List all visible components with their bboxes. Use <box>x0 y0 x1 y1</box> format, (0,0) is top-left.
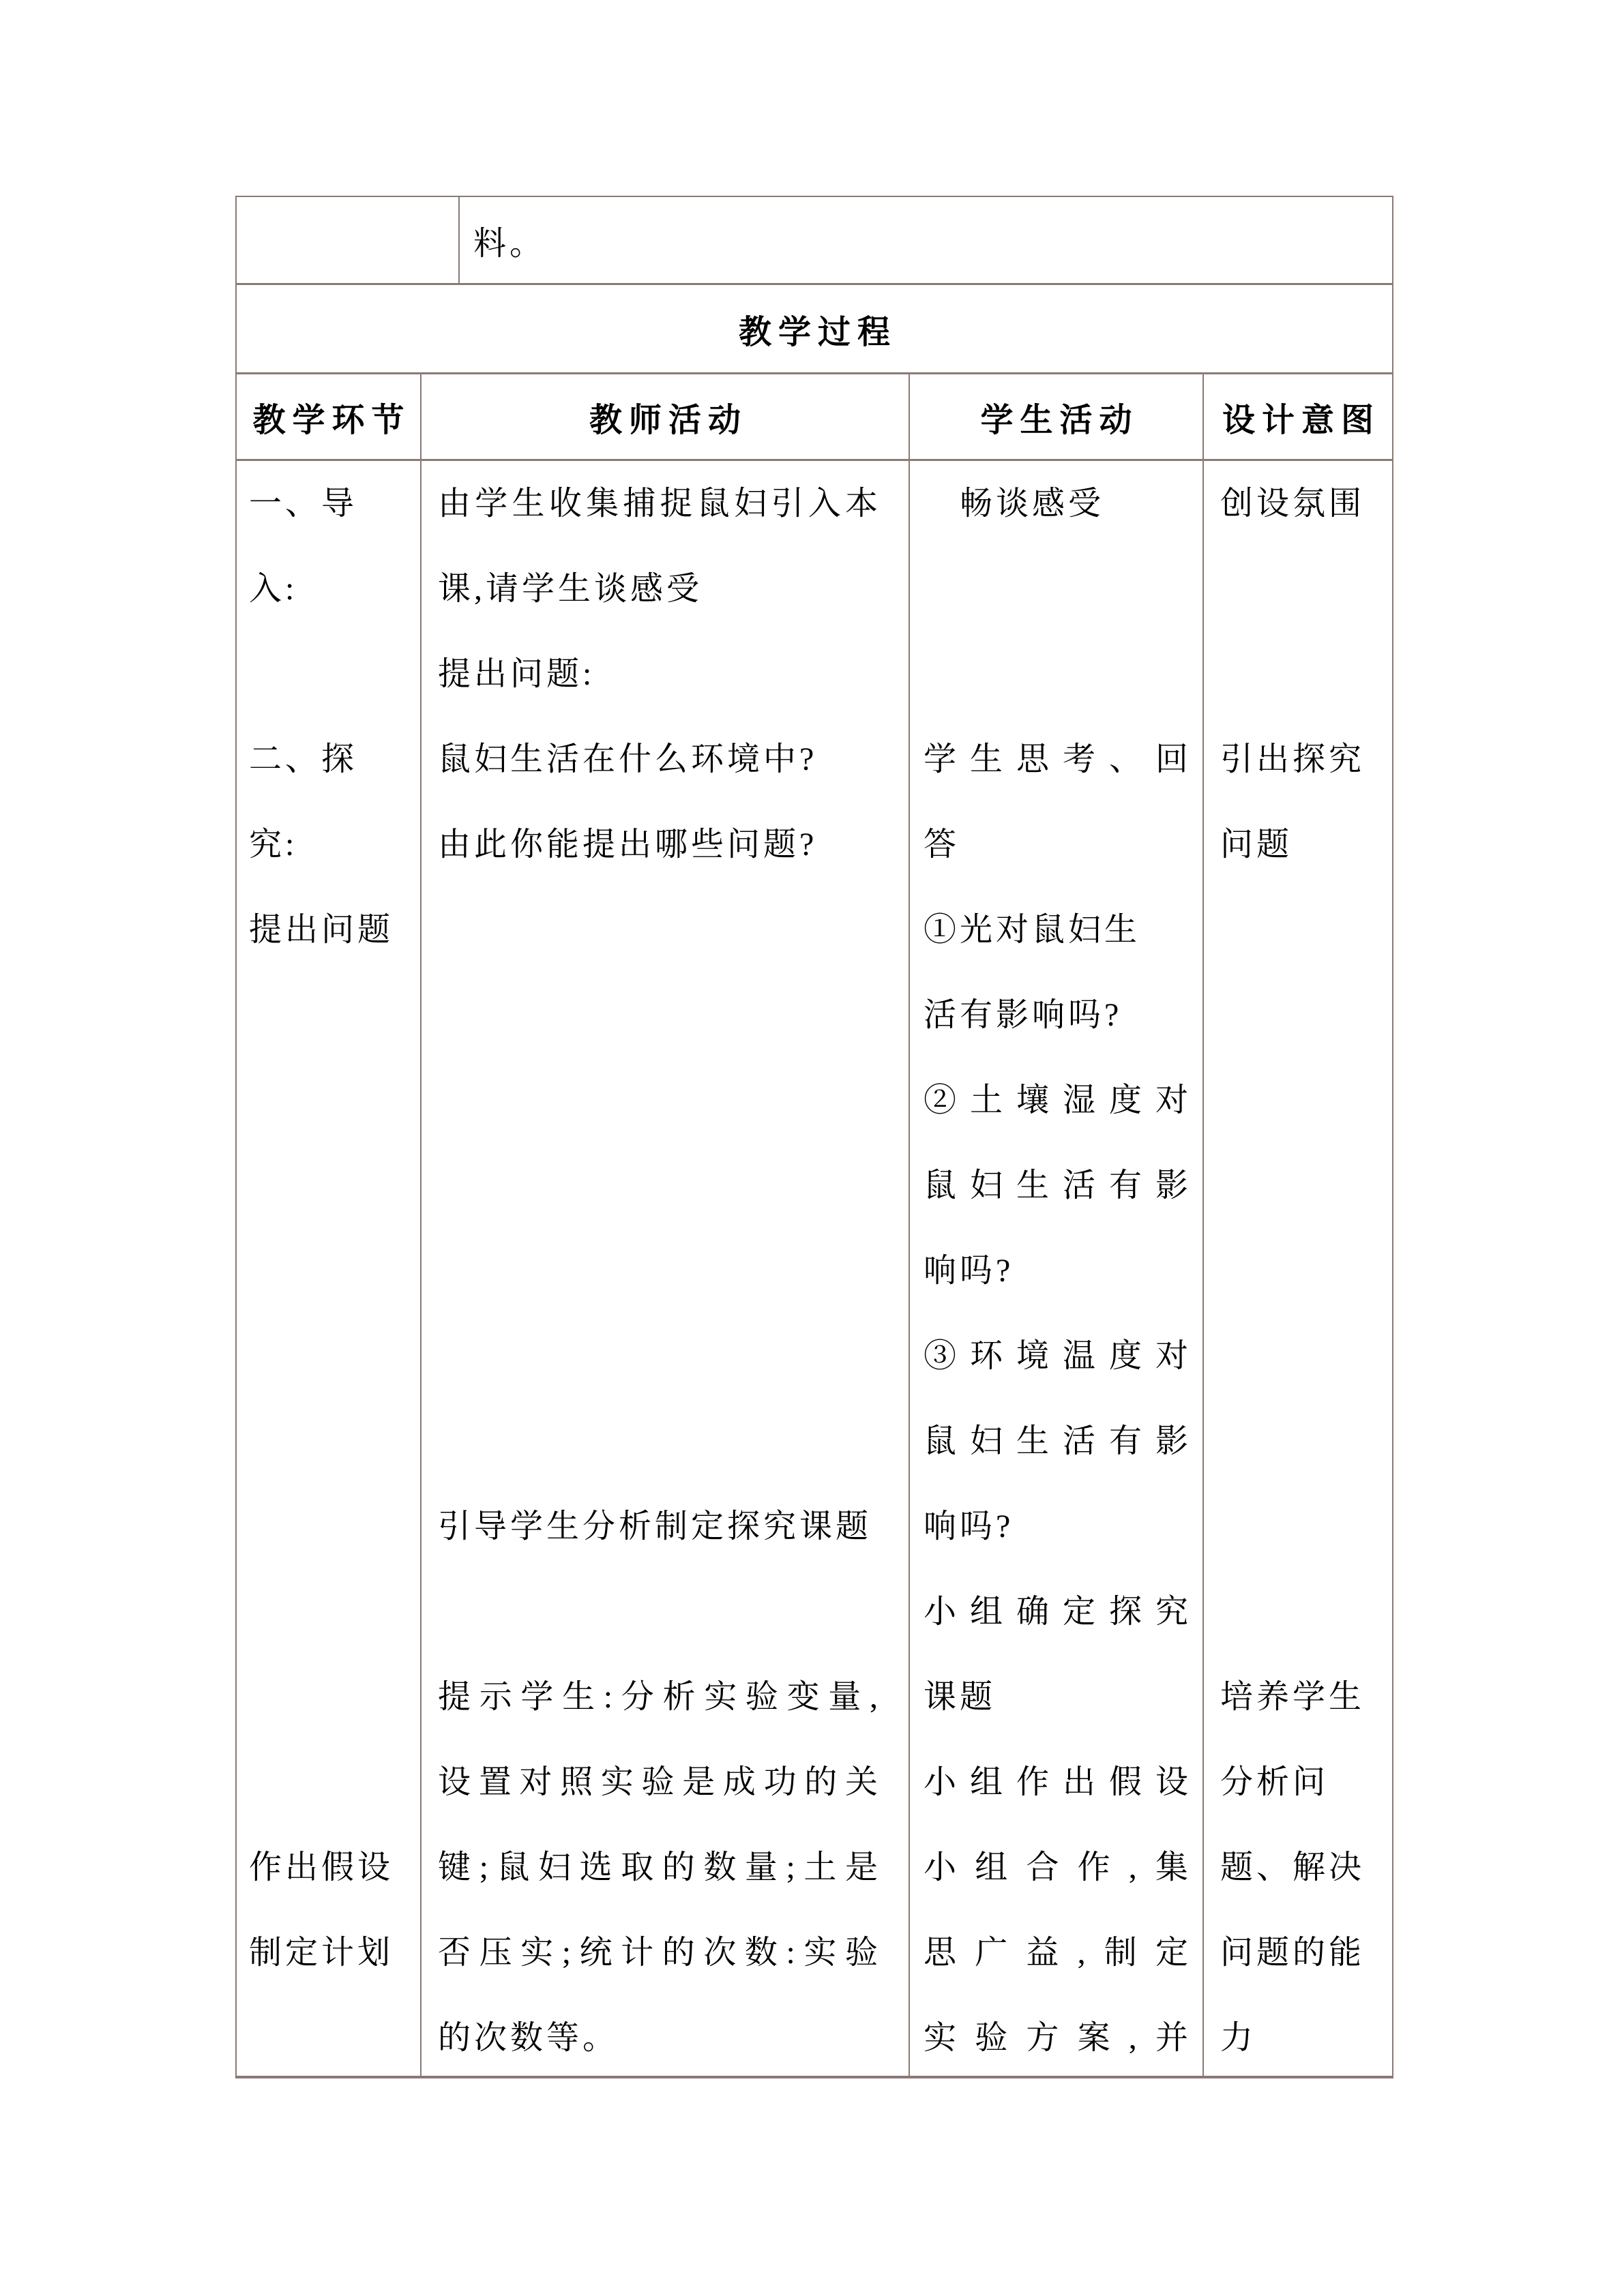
text-line <box>237 1484 420 1569</box>
text-line: 答 <box>924 826 960 863</box>
text-line: 键;鼠妇选取的数量;土是 <box>438 1849 881 1885</box>
text-line <box>1204 887 1392 972</box>
text-line <box>422 1058 909 1143</box>
text-line <box>1204 631 1392 717</box>
text-line <box>1204 1569 1392 1654</box>
text-line <box>237 1740 420 1825</box>
teaching-process-table <box>235 196 1393 2078</box>
text-line <box>237 1995 420 2076</box>
text-line: 响吗? <box>924 1253 1014 1289</box>
text-line: 课,请学生谈感受 <box>438 571 703 607</box>
text-line <box>422 1569 909 1654</box>
text-line <box>237 972 420 1058</box>
text-line: 力 <box>1220 2020 1257 2056</box>
text-line: ②土壤湿度对 <box>924 1082 1192 1118</box>
text-line: ③环境温度对 <box>924 1338 1192 1374</box>
text-line <box>1204 1228 1392 1313</box>
text-line <box>237 1228 420 1313</box>
text-line <box>237 1313 420 1399</box>
text-line: 提出问题: <box>438 656 595 692</box>
text-line: 活有影响吗? <box>924 997 1123 1033</box>
text-line <box>1204 1484 1392 1569</box>
text-line <box>237 1654 420 1740</box>
text-line: 思广益,制定 <box>924 1935 1192 1971</box>
text-line <box>1204 546 1392 631</box>
body-cell-teacher-activity <box>422 461 910 2076</box>
text-line <box>422 1228 909 1313</box>
header-cell-design-intent: 设计意图 <box>1222 402 1381 438</box>
section-title: 教学过程 <box>738 314 897 351</box>
text-line: 畅谈感受 <box>924 486 1105 522</box>
text-line: 入: <box>249 571 298 607</box>
text-line <box>1204 972 1392 1058</box>
header-cell-teacher-activity: 教师活动 <box>422 374 910 459</box>
text-line: 作出假设 <box>249 1849 394 1885</box>
text-line: 引导学生分析制定探究课题 <box>438 1508 872 1545</box>
text-line <box>422 972 909 1058</box>
text-line: 课题 <box>924 1679 996 1715</box>
text-line: 设置对照实验是成功的关 <box>438 1764 881 1800</box>
text-line: 制定计划 <box>249 1935 394 1971</box>
body-cell-teaching-stage <box>237 461 422 2076</box>
text-line <box>910 546 1202 631</box>
text-line <box>422 1143 909 1228</box>
text-line: 鼠妇生活在什么环境中? <box>438 741 818 777</box>
text-line <box>422 1313 909 1399</box>
text-line: 小组合作,集 <box>924 1849 1192 1885</box>
text-line <box>1204 1313 1392 1399</box>
text-line: 提示学生:分析实验变量, <box>438 1679 881 1715</box>
text-line: 鼠妇生活有影 <box>924 1167 1192 1204</box>
body-cell-student-activity <box>910 461 1204 2076</box>
text-line: 分析问 <box>1220 1764 1329 1800</box>
text-line: 问题的能 <box>1220 1935 1365 1971</box>
text-line: 二、探 <box>249 741 358 777</box>
text-line <box>910 631 1202 717</box>
text-line: 究: <box>249 826 298 863</box>
text-line <box>1204 1143 1392 1228</box>
text-line: 鼠妇生活有影 <box>924 1423 1192 1459</box>
text-line: 一、导 <box>249 486 358 522</box>
text-line: 题、解决 <box>1220 1849 1365 1885</box>
section-title-row <box>237 285 1392 374</box>
text-line: 由此你能提出哪些问题? <box>438 826 818 863</box>
header-cell-student-activity: 学生活动 <box>910 374 1204 459</box>
text-line <box>237 631 420 717</box>
text-line <box>237 1058 420 1143</box>
text-line <box>422 887 909 972</box>
continuation-row <box>237 197 1392 285</box>
text-line: 的次数等。 <box>438 2020 619 2056</box>
continuation-left-cell <box>237 197 460 283</box>
text-line: 培养学生 <box>1220 1679 1365 1715</box>
text-line: 小组作出假设 <box>924 1764 1192 1800</box>
text-line: 引出探究 <box>1220 741 1365 777</box>
text-line: 实验方案,并 <box>924 2020 1192 2056</box>
text-line: 小组确定探究 <box>924 1594 1192 1630</box>
continuation-text-cell: 料。 <box>473 225 546 262</box>
text-line <box>1204 1058 1392 1143</box>
text-line: 提出问题 <box>249 912 394 948</box>
header-row <box>237 374 1392 461</box>
text-line: ①光对鼠妇生 <box>924 912 1141 948</box>
text-line: 学生思考、回 <box>924 741 1192 777</box>
body-row <box>237 461 1392 2076</box>
text-line <box>422 1399 909 1484</box>
text-line <box>237 1143 420 1228</box>
text-line: 响吗? <box>924 1508 1014 1545</box>
text-line: 否压实;统计的次数:实验 <box>438 1935 881 1971</box>
text-line <box>1204 1399 1392 1484</box>
text-line <box>237 1399 420 1484</box>
text-line: 问题 <box>1220 826 1293 863</box>
text-line: 创设氛围 <box>1220 486 1365 522</box>
body-cell-design-intent <box>1204 461 1392 2076</box>
header-cell-teaching-stage: 教学环节 <box>237 374 422 459</box>
text-line <box>237 1569 420 1654</box>
text-line: 由学生收集捕捉鼠妇引入本 <box>438 486 881 522</box>
